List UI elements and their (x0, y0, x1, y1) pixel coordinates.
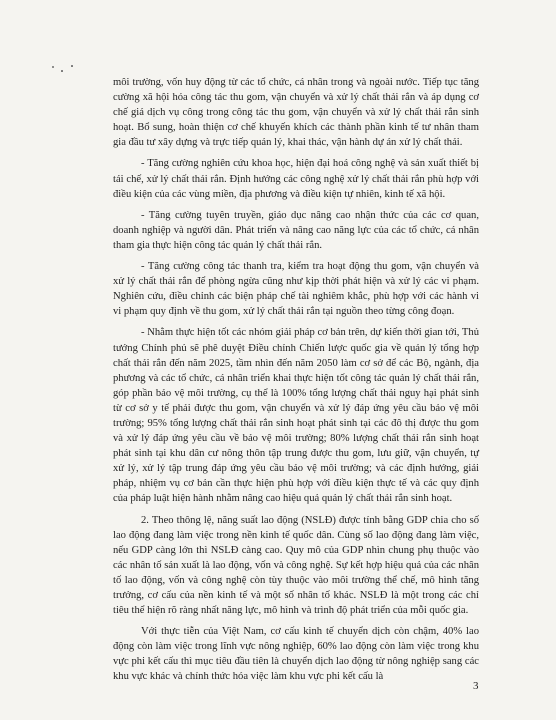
paragraph-1: môi trường, vốn huy động từ các tổ chức, cá nhân trong và ngoài nước. Tiếp tục tăng cường xã hội hóa công tác thu gom, vận chuyển và xử lý chất thải rắn và áp dụng cơ chế giá dịch vụ công trong công tác thu gom, vận chuyển và xử lý chất thải rắn sinh hoạt. Bổ sung, hoàn thiện cơ chế khuyến khích các thành phần kinh tế tư nhân tham gia đầu tư xây dựng và trực tiếp quản lý, khai thác, vận hành dự án xử lý chất thải. (113, 77, 479, 149)
paragraph-2: - Tăng cường nghiên cứu khoa học, hiện đại hoá công nghệ và sản xuất thiết bị tái chế, xử lý chất thải rắn. Định hướng các công nghệ xử lý chất thải rắn phù hợp với điều kiện của các vùng miền, địa phương và điều kiện tự nhiên, kinh tế xã hội. (113, 158, 479, 200)
paragraph-4: - Tăng cường công tác thanh tra, kiểm tra hoạt động thu gom, vận chuyển và xử lý chất thải rắn để phòng ngừa cũng như kịp thời phát hiện và xử lý các vi phạm. Nghiên cứu, điều chỉnh các biện pháp chế tài nghiêm khắc, phù hợp với các hành vi vi phạm quy định về thu gom, xử lý chất thải rắn tại nguồn theo từng công đoạn. (113, 261, 479, 318)
scan-specks (52, 62, 82, 76)
paragraph-3: - Tăng cường tuyên truyền, giáo dục nâng cao nhận thức của các cơ quan, doanh nghiệp và người dân. Phát triển và nâng cao năng lực của các tổ chức, cá nhân tham gia thực hiện công tác quản lý chất thải rắn. (113, 209, 479, 251)
document-body (113, 75, 479, 691)
paragraph-6: 2. Theo thông lệ, năng suất lao động (NSLĐ) được tính bằng GDP chia cho số lao động đang làm việc trong nền kinh tế quốc dân. Cùng số lao động đang làm việc, nếu GDP càng lớn thì NSLĐ càng cao. Quy mô của GDP nhìn chung phụ thuộc vào các nhân tố sản xuất là lao động, vốn và công nghệ. Sự kết hợp hiệu quả của các nhân tố lao động, vốn và công nghệ còn tùy thuộc vào môi trường thể chế, mô hình tăng trưởng, cơ cấu của nền kinh tế và một số nhân tố khác. NSLĐ là một trong các chỉ tiêu thể hiện rõ ràng nhất năng lực, mô hình và trình độ phát triển của mỗi quốc gia. (113, 514, 479, 617)
paragraph-7: Với thực tiễn của Việt Nam, cơ cấu kinh tế chuyển dịch còn chậm, 40% lao động còn làm việc trong lĩnh vực nông nghiệp, 60% lao động còn làm việc trong khu vực phi kết cấu thì mục tiêu đầu tiên là chuyển dịch lao động từ nông nghiệp sang các khu vực khác và chính thức hóa việc làm khu vực phi kết cấu là (113, 626, 479, 683)
paragraph-5: - Nhằm thực hiện tốt các nhóm giải pháp cơ bản trên, dự kiến thời gian tới, Thủ tướng Chính phủ sẽ phê duyệt Điều chỉnh Chiến lược quốc gia về quản lý tổng hợp chất thải rắn đến năm 2025, tầm nhìn đến năm 2050 làm cơ sở để các Bộ, ngành, địa phương và các tổ chức, cá nhân triển khai thực hiện tốt công tác quản lý chất thải rắn, góp phần bảo vệ môi trường, cụ thể là 100% tổng lượng chất thải nguy hại phát sinh từ cơ sở y tế phải được thu gom, vận chuyển và xử lý đáp ứng yêu cầu bảo vệ môi trường; 95% tổng lượng chất thải rắn sinh hoạt phát sinh tại các đô thị được thu gom và xử lý đáp ứng yêu cầu về bảo vệ môi trường; 80% lượng chất thải rắn sinh hoạt phát sinh tại khu dân cư nông thôn tập trung được thu gom, lưu giữ, vận chuyển, tự xử lý, xử lý tập trung đáp ứng yêu cầu bảo vệ môi trường; và các định hướng, giải pháp, nhiệm vụ cơ bản cần thực hiện phù hợp với điều kiện thực tế và các quy định của pháp luật hiện hành nhằm nâng cao hiệu quả quản lý chất thải rắn sinh hoạt. (113, 327, 479, 505)
page-number: 3 (473, 680, 479, 692)
